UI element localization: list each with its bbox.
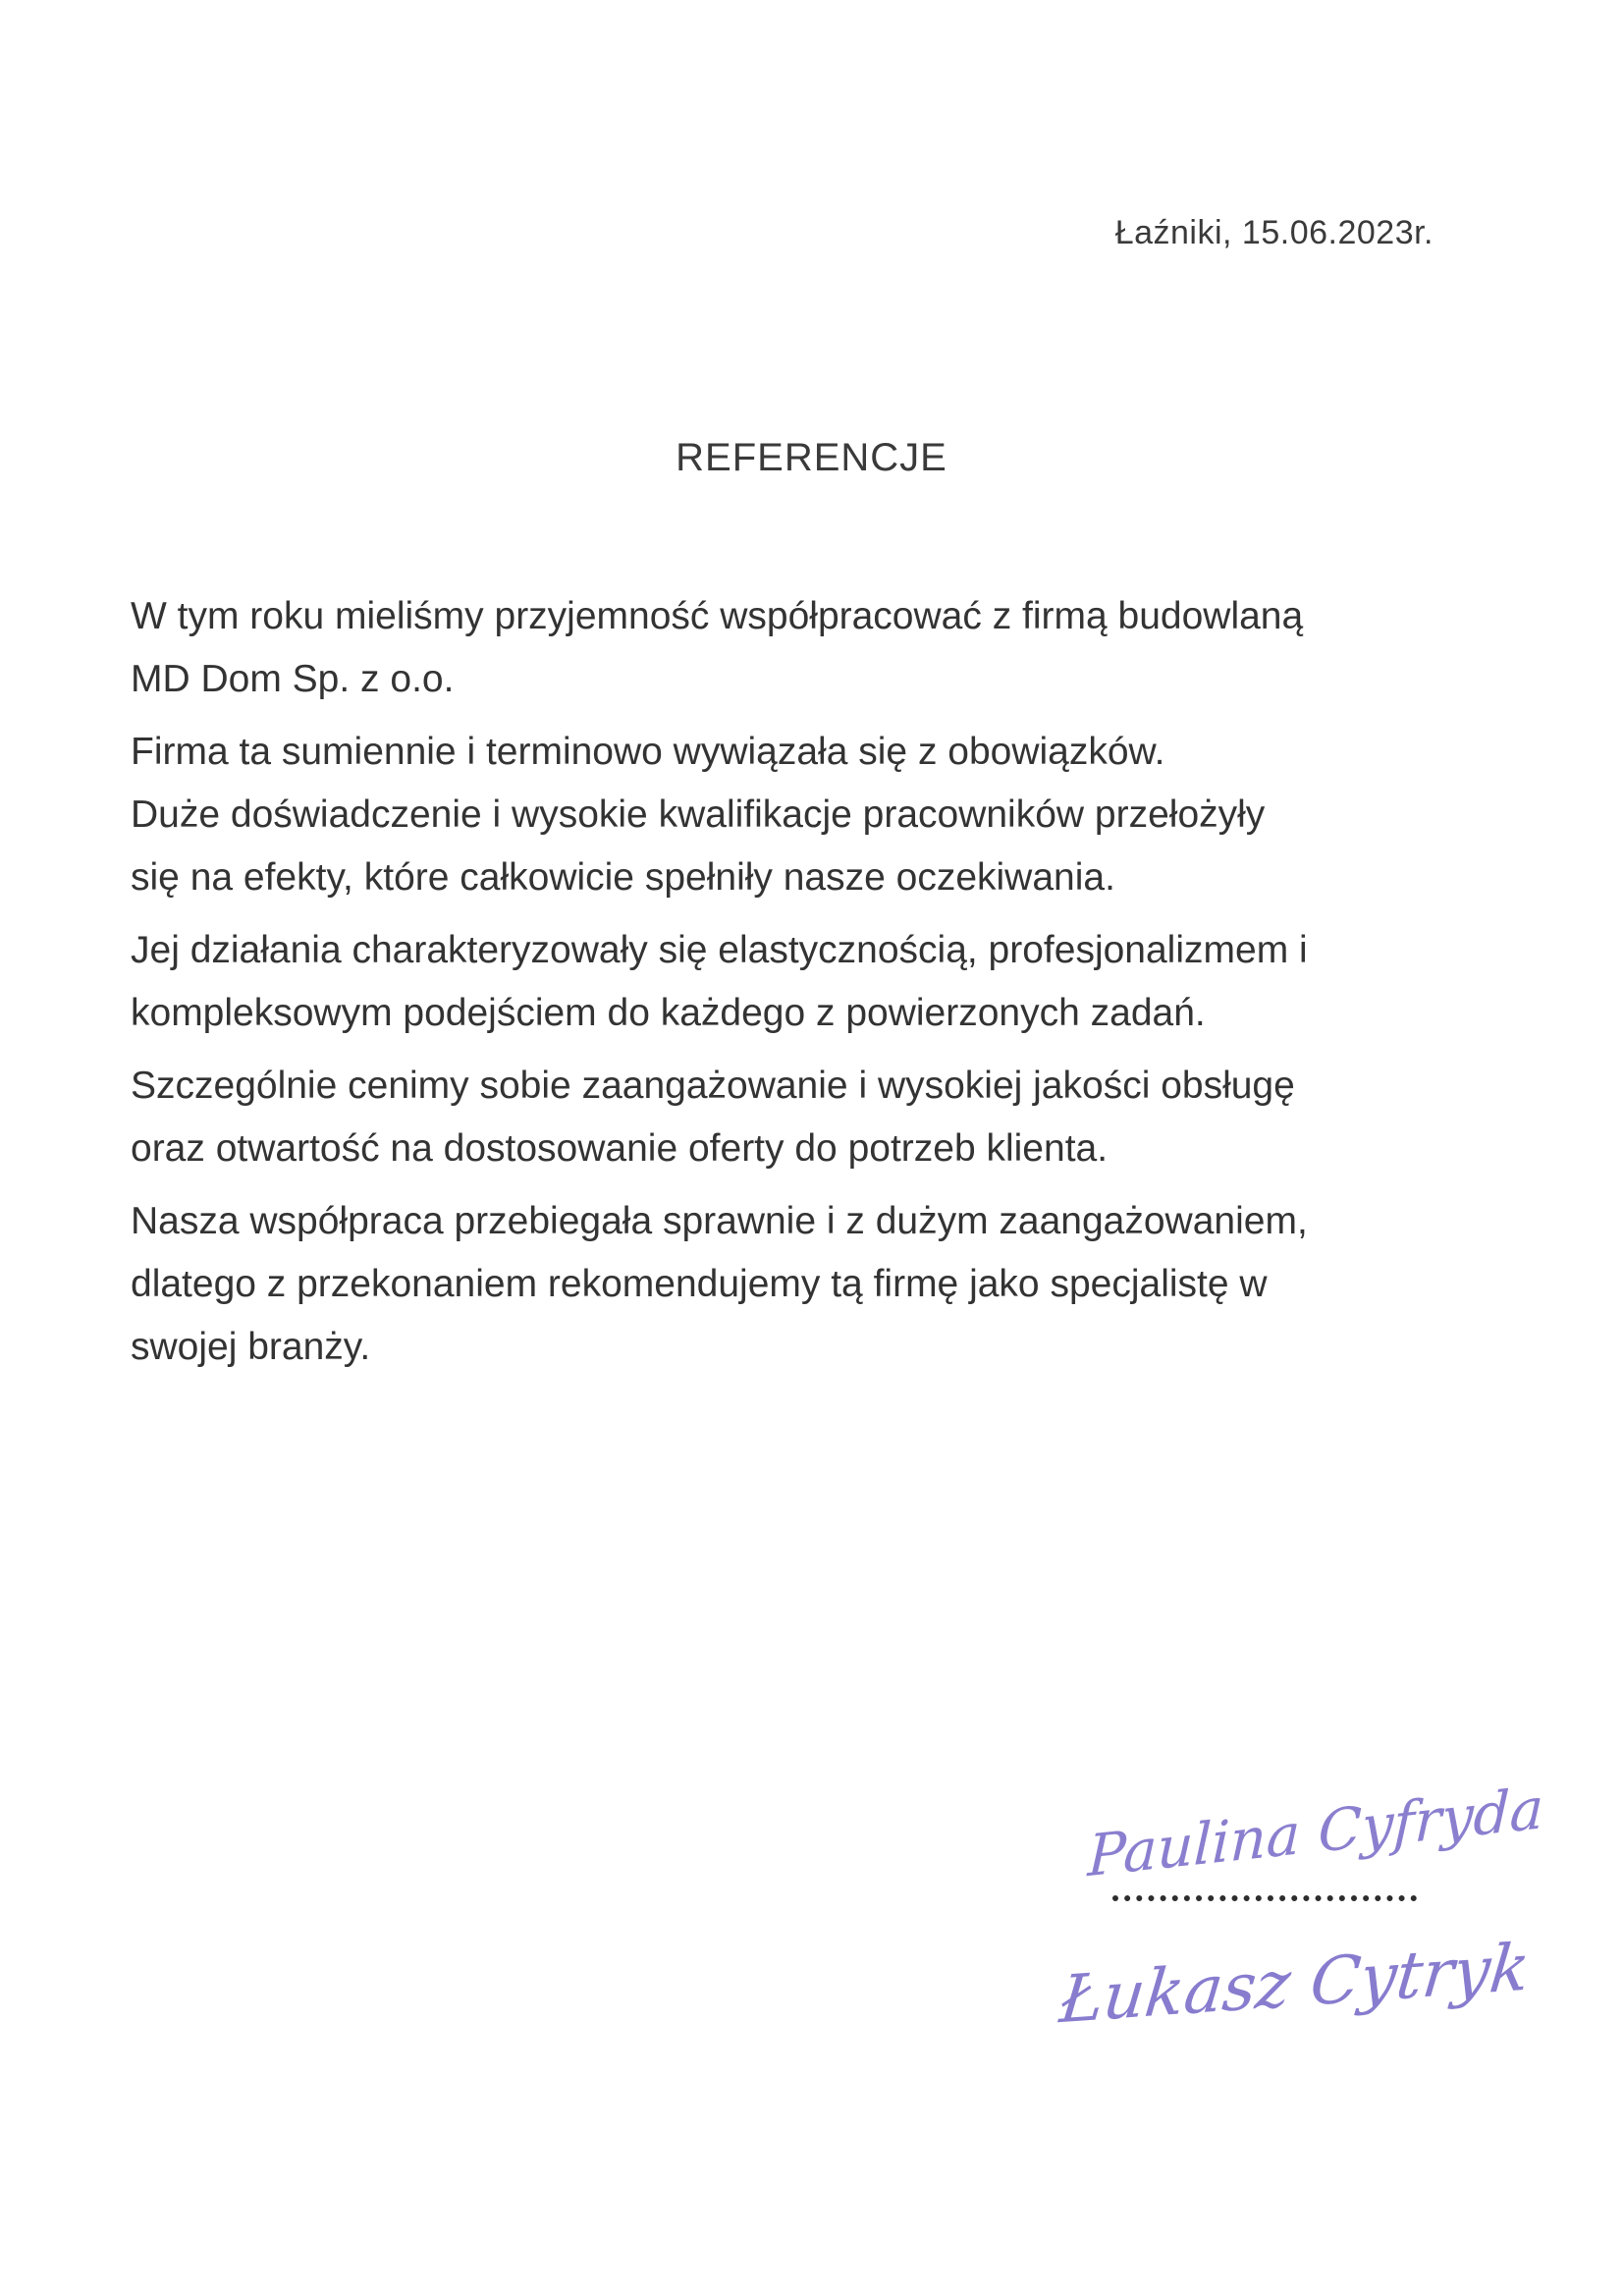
paragraph-line: dlatego z przekonaniem rekomendujemy tą firmę jako specjalistę w — [131, 1263, 1268, 1305]
paragraph-line: kompleksowym podejściem do każdego z powierzonych zadań. — [131, 992, 1206, 1034]
document-title: REFERENCJE — [676, 436, 947, 479]
paragraph-line: Firma ta sumiennie i terminowo wywiązała się z obowiązków. — [131, 731, 1165, 773]
paragraph-line: W tym roku mieliśmy przyjemność współpracować z firmą budowlaną — [131, 595, 1304, 637]
handwritten-signature-bottom: Łukasz Cytryk — [1055, 1929, 1534, 2039]
paragraph-intro — [131, 585, 1495, 711]
paragraph-line: swojej branży. — [131, 1326, 371, 1368]
paragraph-line: Szczególnie cenimy sobie zaangażowanie i wysokiej jakości obsługę — [131, 1065, 1295, 1107]
paragraph-line: oraz otwartość na dostosowanie oferty do potrzeb klienta. — [131, 1127, 1109, 1170]
paragraph-line: Duże doświadczenie i wysokie kwalifikacje pracowników przełożyły — [131, 793, 1266, 836]
paragraph-recommendation — [131, 1190, 1495, 1379]
paragraph-appreciation — [131, 1055, 1495, 1180]
paragraph-line: MD Dom Sp. z o.o. — [131, 658, 455, 700]
paragraph-reliability — [131, 721, 1495, 909]
paragraph-line: Jej działania charakteryzowały się elastycznością, profesjonalizmem i — [131, 929, 1308, 971]
handwritten-signature-top: Paulina Cyfryda — [1086, 1774, 1545, 1890]
letter-body — [131, 585, 1495, 1389]
paragraph-professionalism — [131, 919, 1495, 1045]
paragraph-line: Nasza współpraca przebiegała sprawnie i z dużym zaangażowaniem, — [131, 1200, 1308, 1242]
date-place-line: Łaźniki, 15.06.2023r. — [1114, 214, 1434, 251]
paragraph-line: się na efekty, które całkowicie spełniły nasze oczekiwania. — [131, 856, 1115, 899]
